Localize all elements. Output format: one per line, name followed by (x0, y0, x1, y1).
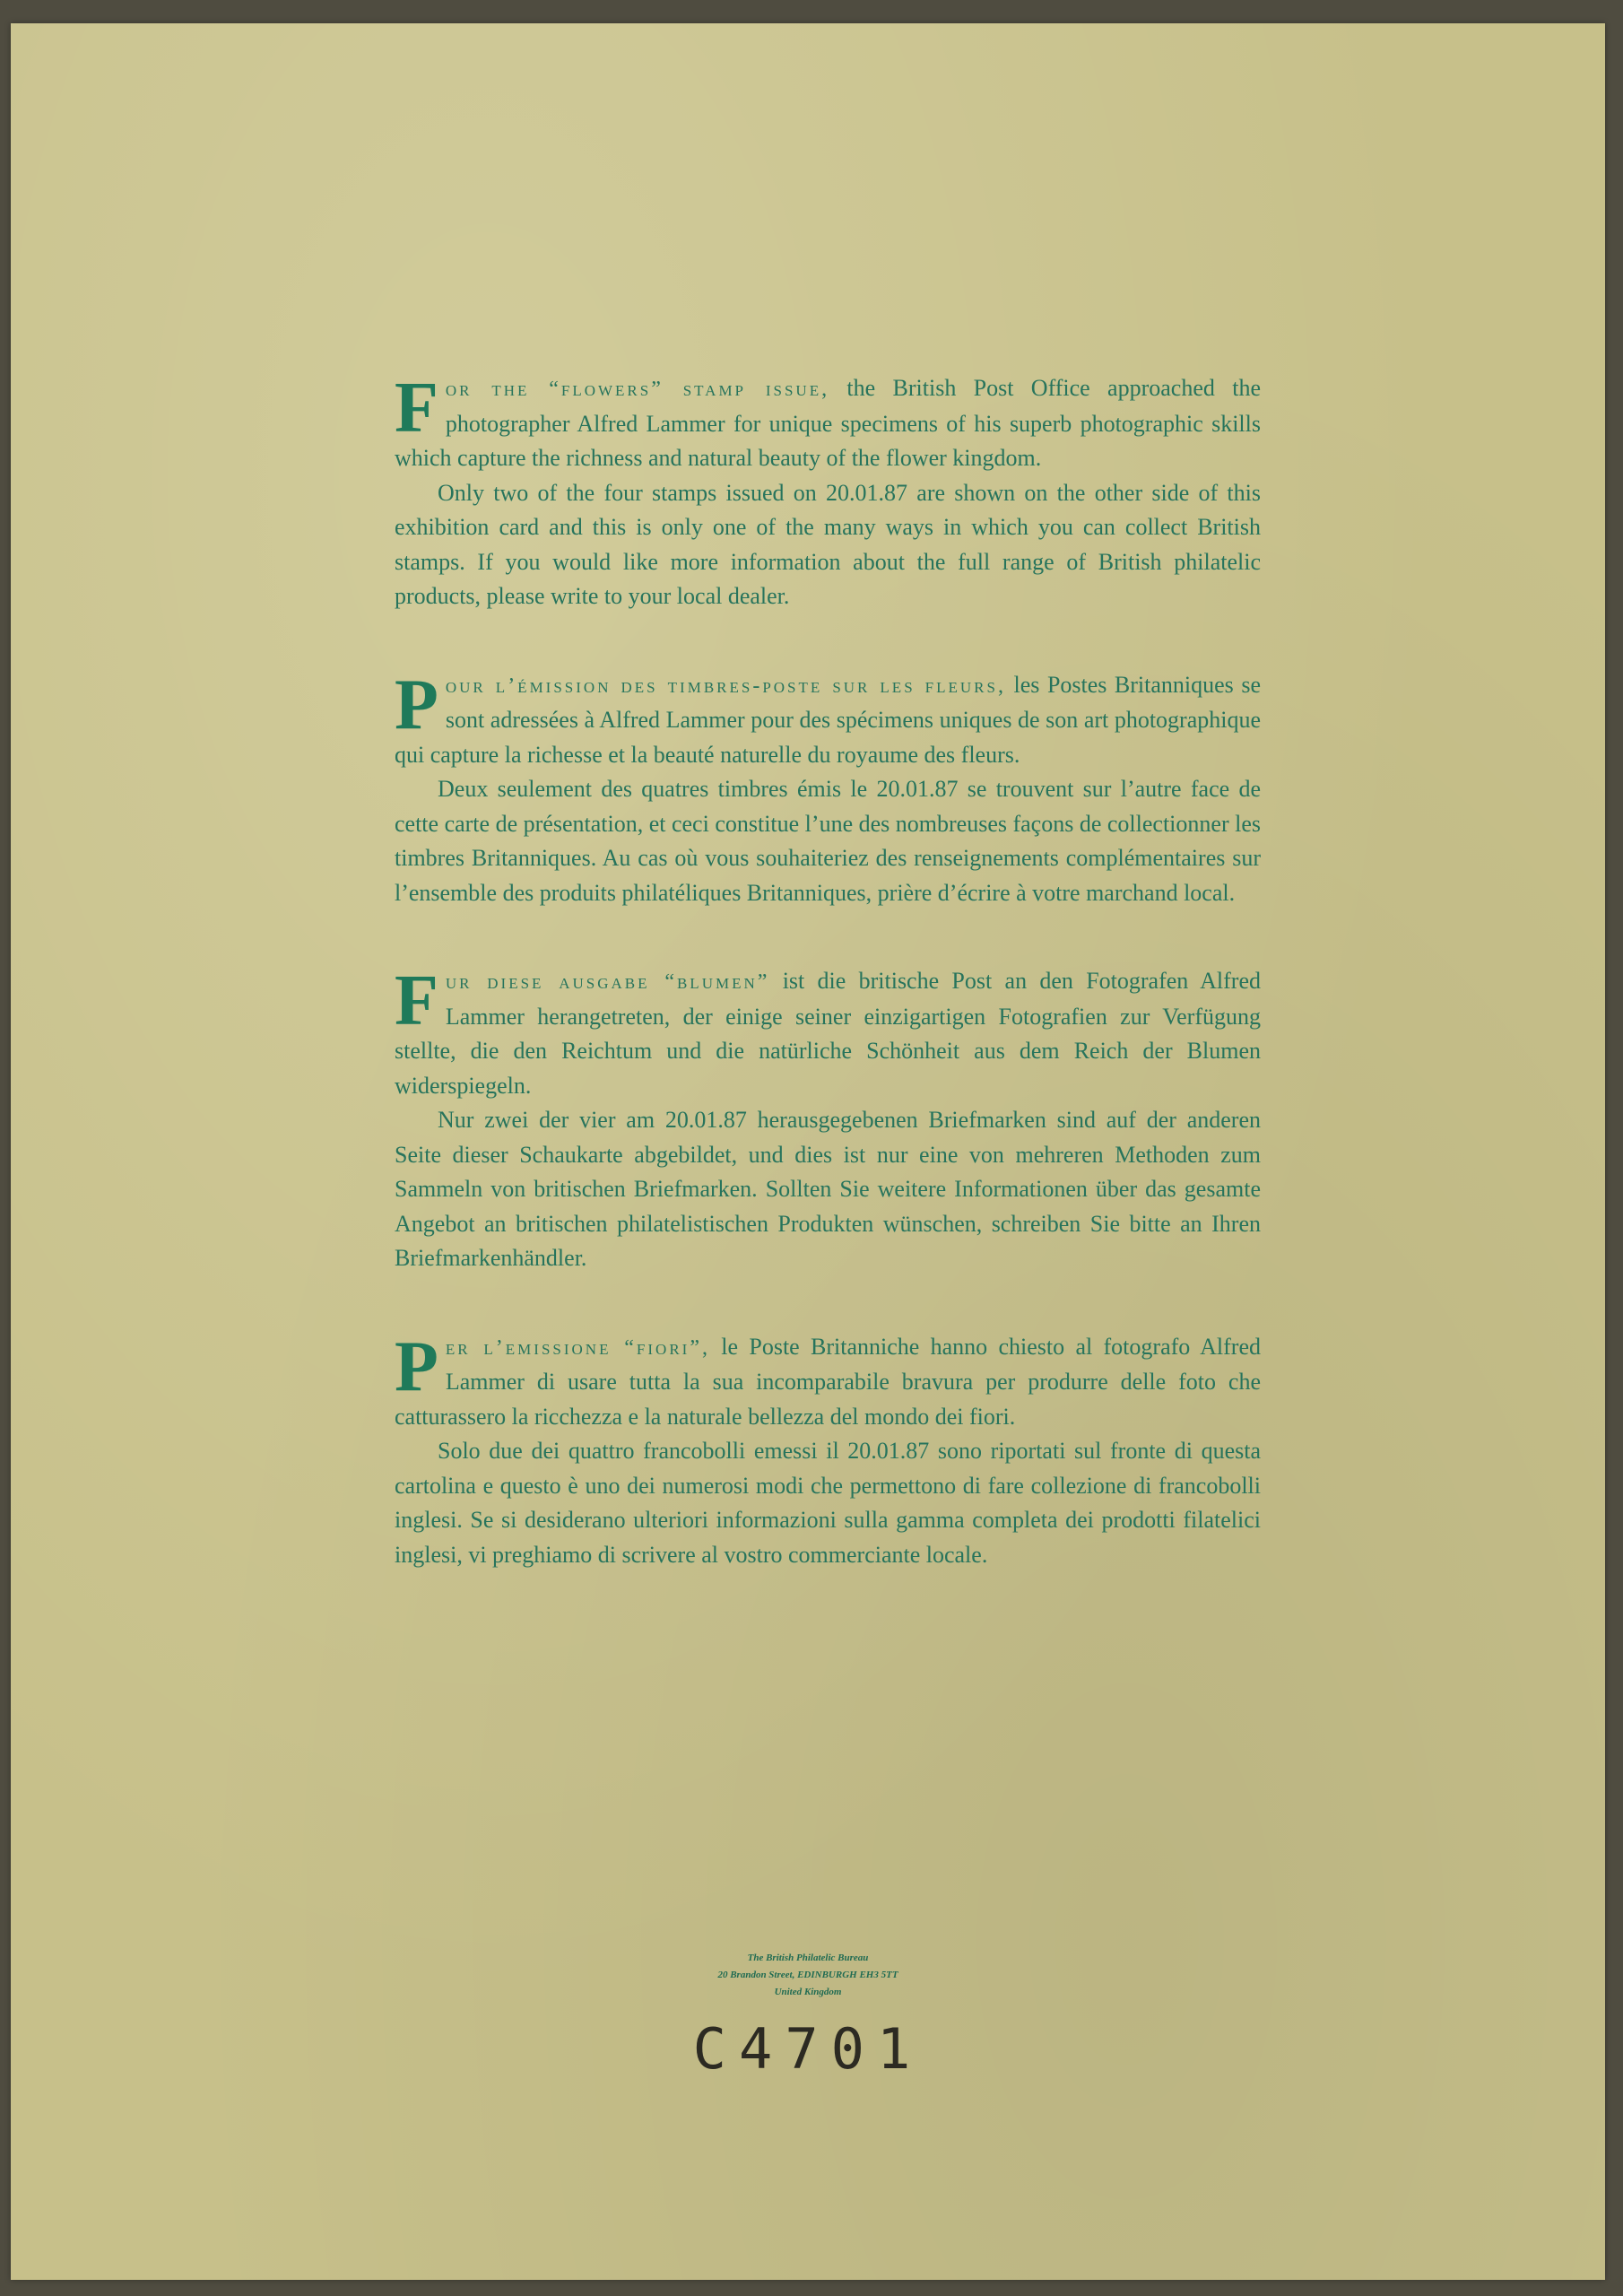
drop-cap: F (395, 961, 438, 1040)
paragraph-body: le Poste Britanniche hanno chiesto al fotografo Alfred Lammer di usare tutta la sua incomparabile bravura per produrre delle foto che catturassero la ricchezza e la naturale bellezza del mondo dei fiori. (395, 1333, 1262, 1430)
paragraph-intro (395, 1326, 1262, 1435)
section-italian (395, 1326, 1262, 1573)
paragraph-intro (395, 665, 1261, 773)
lead-in: er l’emissione “fiori”, (445, 1335, 710, 1360)
drop-cap: F (395, 369, 438, 448)
multilingual-text-block (395, 371, 1261, 1626)
exhibition-card (11, 23, 1605, 2280)
address-line-1: The British Philatelic Bureau (747, 1952, 869, 1963)
publisher-address (11, 1950, 1605, 2001)
paragraph-detail: Nur zwei der vier am 20.01.87 herausgegebenen Briefmarken sind auf der anderen Seite dieser Schaukarte abgebildet, und dies ist nur eine von mehreren Methoden zum Sammeln von britischen Briefmarken. Sollten Sie weitere Informationen über das gesamte Angebot an britischen philatelistischen Produkten wünschen, schreiben Sie bitte an Ihren Briefmarkenhändler. (395, 1107, 1261, 1271)
drop-cap: P (395, 665, 438, 744)
paragraph-detail: Deux seulement des quatres timbres émis le 20.01.87 se trouvent sur l’autre face de cette carte de présentation, et ceci constitue l’une des nombreuses façons de collectionner les timbres Britanniques. Au cas où vous souhaiteriez des renseignements complémentaires sur l’ensemble des produits philatéliques Britanniques, prière d’écrire à votre marchand local. (395, 776, 1261, 906)
paragraph-intro (395, 371, 1261, 476)
lead-in: or the “flowers” stamp issue, (445, 378, 830, 401)
section-english (395, 371, 1261, 614)
lead-in: our l’émission des timbres-poste sur les fleurs, (445, 674, 1006, 698)
paragraph-detail: Only two of the four stamps issued on 20.01.87 are shown on the other side of this exhibition card and this is only one of the many ways in which you can collect British stamps. If you would like more information about the full range of British philatelic products, please write to your local dealer. (395, 479, 1261, 609)
paragraph-body: the British Post Office approached the photographer Alfred Lammer for unique specimens of his superb photographic skills which capture the richness and natural beauty of the flower kingdom. (395, 375, 1261, 471)
address-line-2: 20 Brandon Street, EDINBURGH EH3 5TT (717, 1970, 898, 1980)
paragraph-body: les Postes Britanniques se sont adressées à Alfred Lammer pour des spécimens uniques de son art photographique qui capture la richesse et la beauté naturelle du royaume des fleurs. (395, 671, 1261, 768)
section-german (395, 961, 1261, 1276)
paragraph-body: ist die britische Post an den Fotografen Alfred Lammer herangetreten, der einige seiner einzigartigen Fotografien zur Verfügung stellte, die den Reichtum und die natürliche Schönheit aus dem Reich der Blumen widerspiegeln. (395, 968, 1261, 1099)
lead-in: ur diese ausgabe “blumen” (445, 970, 770, 994)
section-french (395, 665, 1261, 911)
paragraph-detail: Solo due dei quattro francobolli emessi il 20.01.87 sono riportati sul fronte di questa cartolina e questo è uno dei numerosi modi che permettono di fare collezione di francobolli inglesi. Se si desiderano ulteriori informazioni sulla gamma completa dei prodotti filatelici inglesi, vi preghiamo di scrivere al vostro commerciante locale. (395, 1438, 1261, 1568)
drop-cap: P (395, 1326, 438, 1406)
serial-number: C4701 (692, 2016, 924, 2082)
paragraph-intro (395, 961, 1261, 1103)
address-line-3: United Kingdom (774, 1987, 842, 1997)
